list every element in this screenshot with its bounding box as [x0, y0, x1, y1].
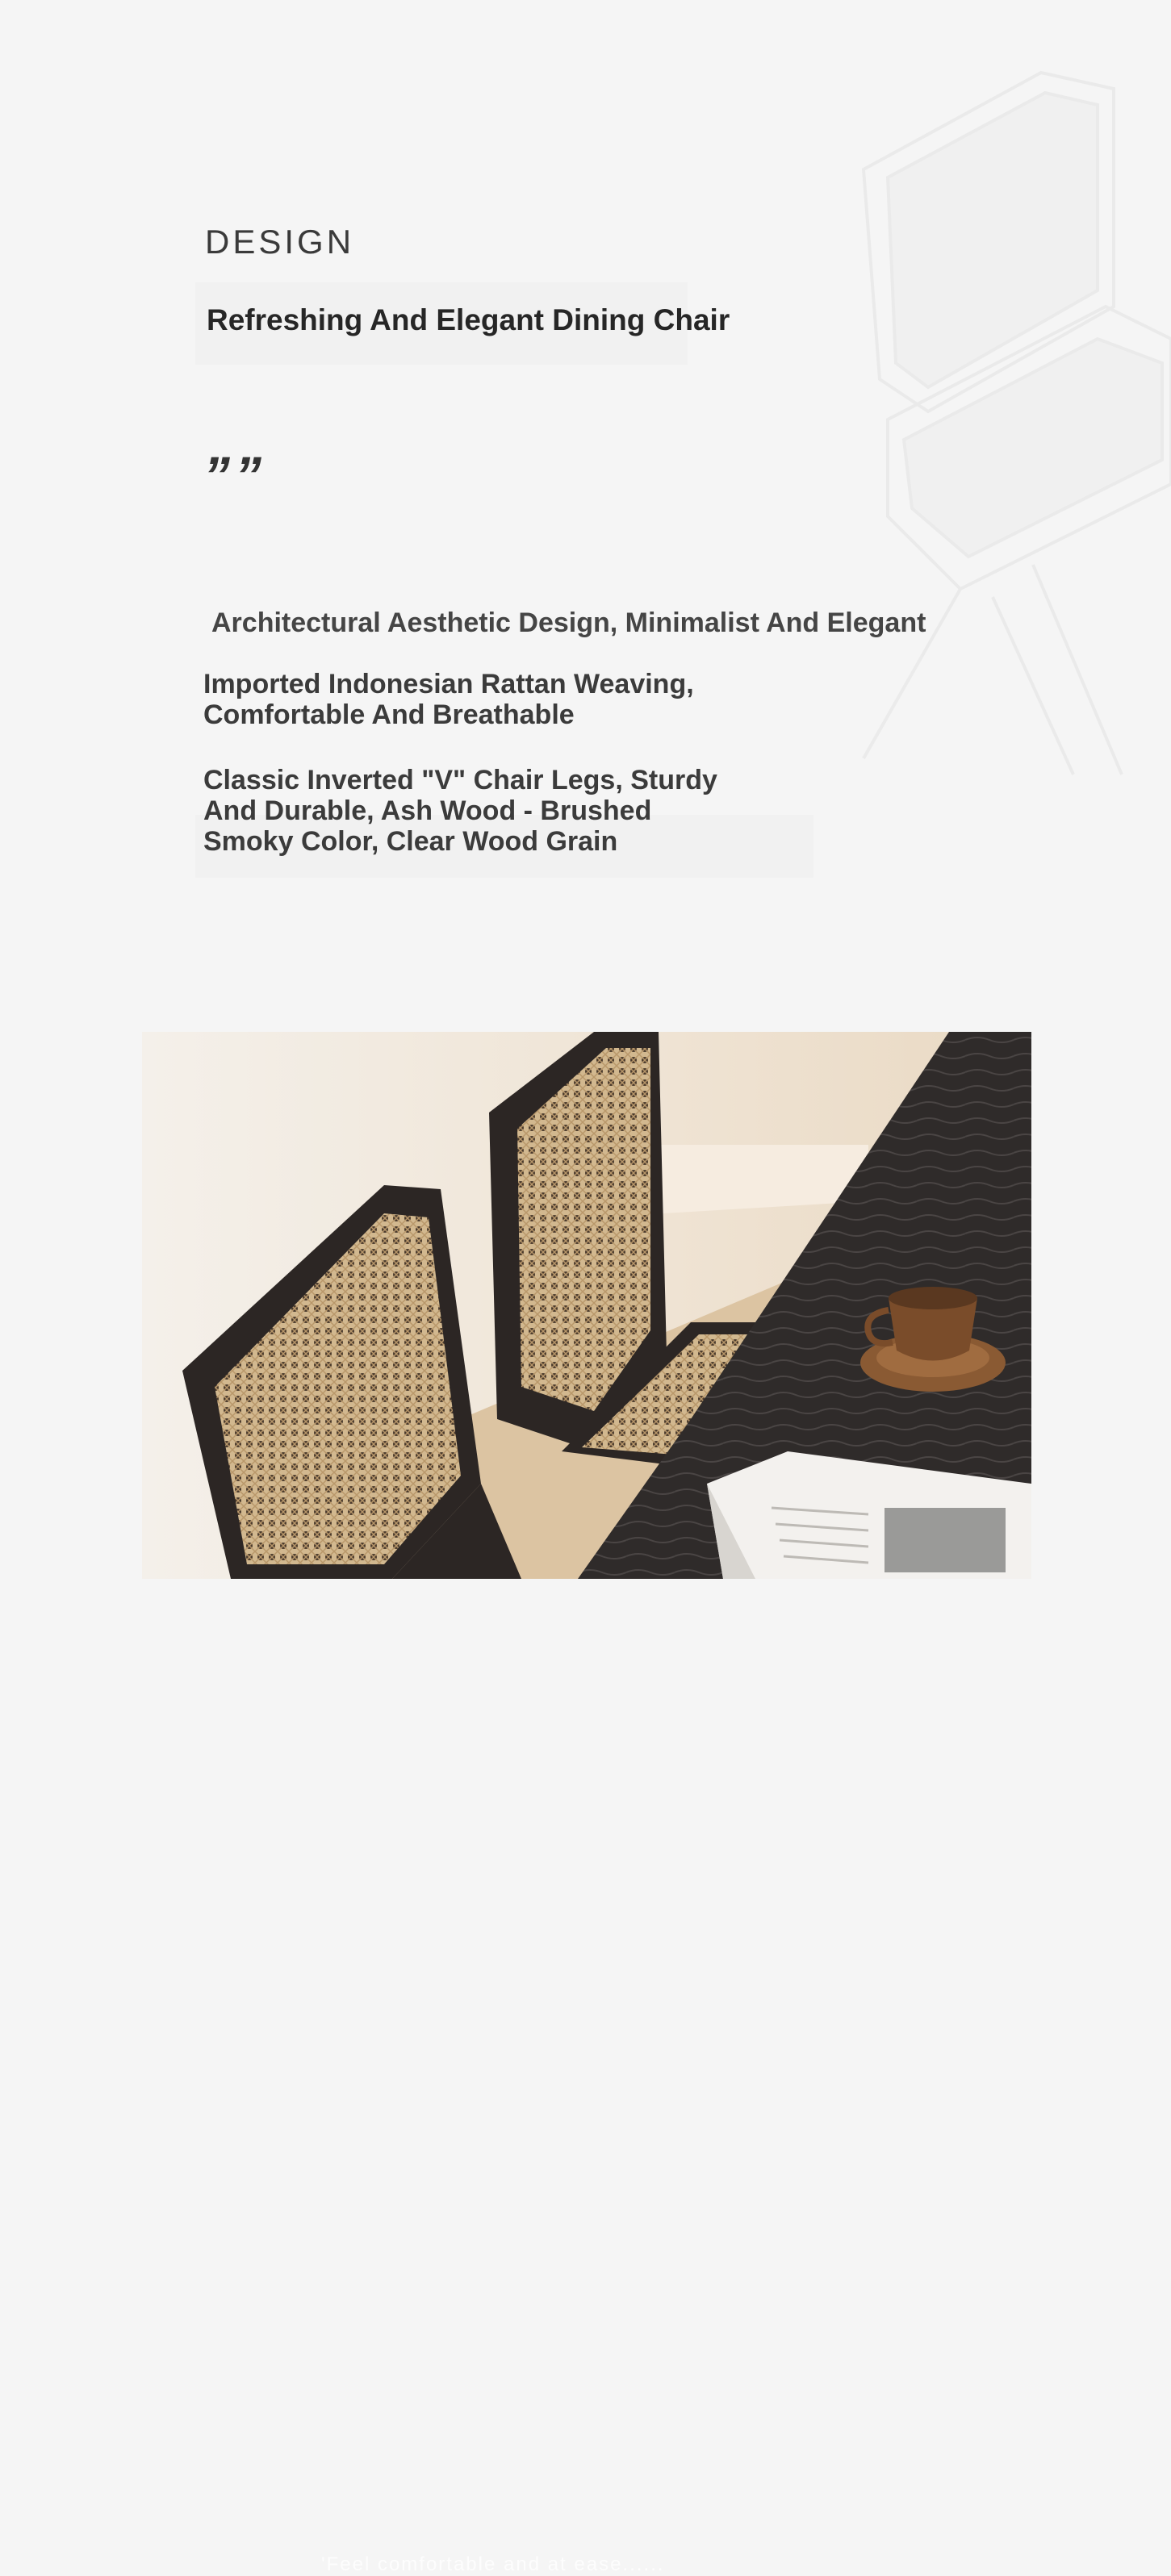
feature-chair-legs: Classic Inverted "V" Chair Legs, Sturdy And Durable, Ash Wood - Brushed Smoky Color, Clear Wood Grain: [203, 765, 717, 857]
section-eyebrow: DESIGN: [205, 223, 355, 261]
chair-sketch-illustration: [839, 32, 1171, 791]
feature-rattan: Imported Indonesian Rattan Weaving, Comfortable And Breathable: [203, 669, 694, 730]
feature-aesthetic: Architectural Aesthetic Design, Minimalist And Elegant: [211, 607, 926, 638]
dining-chair-photo-illustration: [142, 1032, 1031, 1579]
product-photo: [142, 1032, 1031, 2575]
quote-mark-icon: ””: [203, 445, 266, 505]
photo-caption: 'Feel comfortable and at ease......: [321, 2553, 665, 2575]
page-title: Refreshing And Elegant Dining Chair: [207, 303, 730, 336]
